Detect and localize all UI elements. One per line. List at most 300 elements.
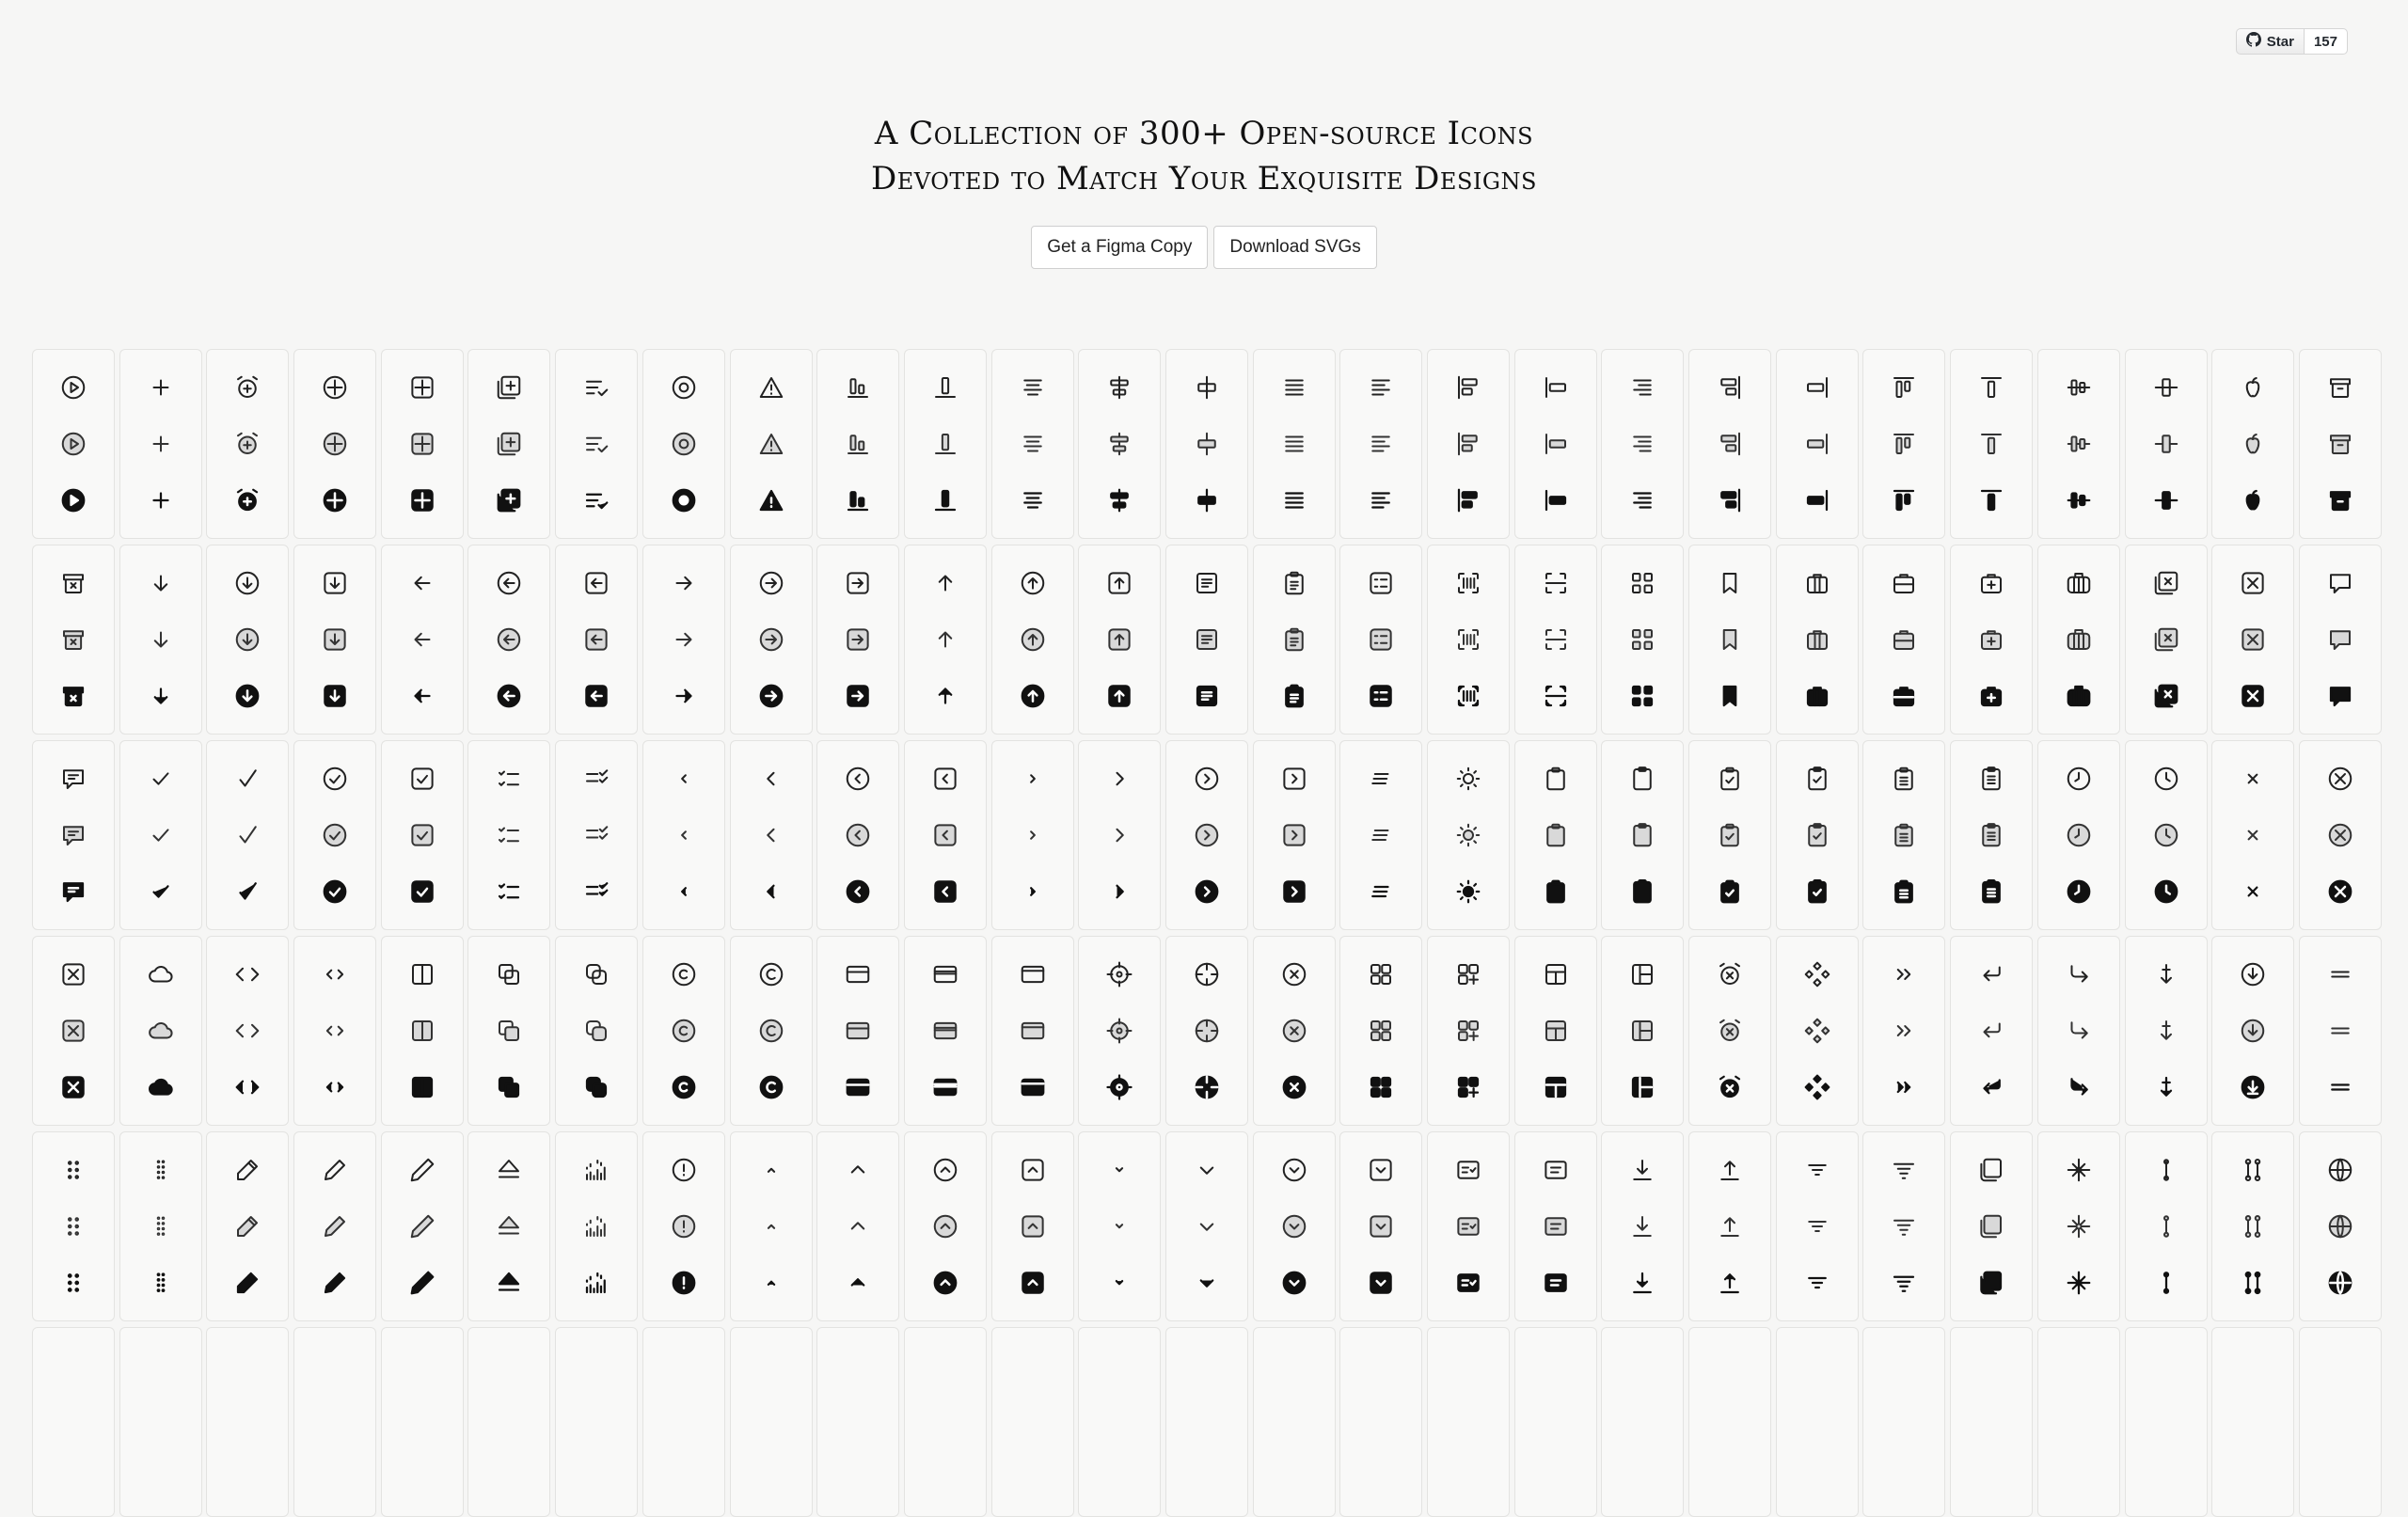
code-cell[interactable] [206,936,289,1126]
scan-qr-cell[interactable] [1601,545,1684,735]
sparkle-solid-icon[interactable] [2065,1269,2093,1297]
caret-down-square-light-icon[interactable] [1367,1212,1395,1240]
check-square-line-icon[interactable] [408,765,436,793]
briefcase-split-cell[interactable] [1776,545,1859,735]
chevron-right-light-icon[interactable] [1105,821,1133,849]
align-vertical-edge-light-icon[interactable] [2152,430,2180,458]
arrow-down-circle-line-icon[interactable] [233,569,261,597]
code-small-line-icon[interactable] [321,960,349,988]
arrow-right-square-light-icon[interactable] [844,625,872,654]
align-center-vertical-line-icon[interactable] [1105,373,1133,402]
pen-line-icon[interactable] [408,1156,436,1184]
drag-handle-solid-icon[interactable] [59,1269,87,1297]
align-right-bars-line-icon[interactable] [1716,373,1744,402]
pencil-solid-icon[interactable] [233,1269,261,1297]
add-layer-line-icon[interactable] [495,373,523,402]
chevron-right-square-solid-icon[interactable] [1280,877,1308,906]
warning-solid-icon[interactable] [757,486,785,514]
download-circle-line-icon[interactable] [2239,960,2267,988]
form-check-cell[interactable] [1427,1131,1510,1321]
text-italic-light-icon[interactable] [1367,821,1395,849]
briefcase-split-light-icon[interactable] [1803,625,1831,654]
align-justify-cell[interactable] [1253,349,1336,539]
briefcase-large-line-icon[interactable] [2065,569,2093,597]
check-cell[interactable] [119,740,202,930]
arrow-left-solid-icon[interactable] [408,682,436,710]
down-arrow-light-icon[interactable] [2152,1017,2180,1045]
playlist-check-line-icon[interactable] [582,373,610,402]
chevron-right-small-cell[interactable] [991,740,1074,930]
align-center-light-icon[interactable] [1019,430,1047,458]
align-horizontal-line-icon[interactable] [1193,373,1221,402]
close-square-cell[interactable] [2211,545,2294,735]
close-circle-cell[interactable] [2299,740,2382,930]
checklist-box-light-icon[interactable] [1367,625,1395,654]
layout-solid-icon[interactable] [1542,1073,1570,1101]
upload-cell[interactable] [1688,1131,1771,1321]
briefcase-light-icon[interactable] [1890,625,1918,654]
chevron-left-square-light-icon[interactable] [931,821,959,849]
play-circle-light-icon[interactable] [59,430,87,458]
clock-outline-light-icon[interactable] [2152,821,2180,849]
plus-solid-icon[interactable] [147,486,175,514]
align-right-bars-solid-icon[interactable] [1716,486,1744,514]
cloud-light-icon[interactable] [147,1017,175,1045]
check-tall-light-icon[interactable] [233,821,261,849]
icon-cell-next-row[interactable] [32,1327,115,1517]
icon-cell-next-row[interactable] [1253,1327,1336,1517]
forward-solid-icon[interactable] [2065,1073,2093,1101]
arrow-right-circle-line-icon[interactable] [757,569,785,597]
article-light-icon[interactable] [1193,625,1221,654]
archive-x-cell[interactable] [32,545,115,735]
plus-square-light-icon[interactable] [408,430,436,458]
caret-down-light-icon[interactable] [1193,1212,1221,1240]
drag-handle-light-line-icon[interactable] [147,1156,175,1184]
arrow-right-circle-cell[interactable] [730,545,813,735]
copyright-cell[interactable] [642,936,725,1126]
plus-circle-cell[interactable] [293,349,376,539]
arrow-right-square-line-icon[interactable] [844,569,872,597]
arrow-left-square-cell[interactable] [555,545,638,735]
copyright-light-icon[interactable] [670,1017,698,1045]
pen-solid-icon[interactable] [408,1269,436,1297]
check-square-solid-icon[interactable] [408,877,436,906]
arrow-right-cell[interactable] [642,545,725,735]
credit-card-wide-line-icon[interactable] [1019,960,1047,988]
chevron-right-solid-icon[interactable] [1105,877,1133,906]
arrow-left-square-solid-icon[interactable] [582,682,610,710]
checklist-cell[interactable] [467,740,550,930]
plus-square-line-icon[interactable] [408,373,436,402]
arrow-up-square-light-icon[interactable] [1105,625,1133,654]
clipboard-check-tall-line-icon[interactable] [1803,765,1831,793]
chat-bubble-line-icon[interactable] [2326,569,2354,597]
warning-cell[interactable] [730,349,813,539]
pencil-alt-line-icon[interactable] [321,1156,349,1184]
close-line-icon[interactable] [2239,765,2267,793]
scan-qr-solid-icon[interactable] [1628,682,1656,710]
form-text-line-icon[interactable] [1542,1156,1570,1184]
close-square-solid-icon[interactable] [2239,682,2267,710]
bookmark-solid-icon[interactable] [1716,682,1744,710]
apple-line-icon[interactable] [2239,373,2267,402]
align-right-solid-icon[interactable] [1628,486,1656,514]
clock-outline-line-icon[interactable] [2152,765,2180,793]
caret-up-line-icon[interactable] [844,1156,872,1184]
clipboard-check-line-icon[interactable] [1716,765,1744,793]
arrow-up-light-icon[interactable] [931,625,959,654]
clipboard-line-icon[interactable] [1542,765,1570,793]
crosshair-circle-light-icon[interactable] [1193,1017,1221,1045]
check-circle-light-icon[interactable] [321,821,349,849]
icon-cell-next-row[interactable] [642,1327,725,1517]
crosshair-line-icon[interactable] [1105,960,1133,988]
icon-cell-next-row[interactable] [1950,1327,2033,1517]
close-layer-solid-icon[interactable] [2152,682,2180,710]
align-left-bars-light-icon[interactable] [1454,430,1482,458]
icon-cell-next-row[interactable] [730,1327,813,1517]
credit-card-wide-solid-icon[interactable] [1019,1073,1047,1101]
warning-light-icon[interactable] [757,430,785,458]
align-right-edge-line-icon[interactable] [1803,373,1831,402]
pencil-alt-cell[interactable] [293,1131,376,1321]
credit-card-wide-light-icon[interactable] [1019,1017,1047,1045]
enter-solid-icon[interactable] [1977,1073,2005,1101]
layers-light-icon[interactable] [1977,1212,2005,1240]
clock-line-icon[interactable] [2065,765,2093,793]
align-left-bars-cell[interactable] [1427,349,1510,539]
code-small-light-icon[interactable] [321,1017,349,1045]
arrow-right-circle-light-icon[interactable] [757,625,785,654]
scan-barcode-light-icon[interactable] [1454,625,1482,654]
enter-cell[interactable] [1950,936,2033,1126]
caret-up-circle-solid-icon[interactable] [931,1269,959,1297]
chevron-left-small-solid-icon[interactable] [670,877,698,906]
copyright-large-cell[interactable] [730,936,813,1126]
layout-line-icon[interactable] [1542,960,1570,988]
plus-light-icon[interactable] [147,430,175,458]
dashboard-solid-icon[interactable] [1367,1073,1395,1101]
briefcase-cell[interactable] [1862,545,1945,735]
down-arrow-solid-icon[interactable] [2152,1073,2180,1101]
code-small-solid-icon[interactable] [321,1073,349,1101]
copyright-large-line-icon[interactable] [757,960,785,988]
cross-circle-line-icon[interactable] [1280,960,1308,988]
briefcase-large-cell[interactable] [2037,545,2120,735]
align-left-edge-cell[interactable] [1514,349,1597,539]
credit-card-stripe-line-icon[interactable] [931,960,959,988]
chevron-right-circle-solid-icon[interactable] [1193,877,1221,906]
pencil-light-icon[interactable] [233,1212,261,1240]
playlist-check-cell[interactable] [555,349,638,539]
crosshair-cell[interactable] [1078,936,1161,1126]
credit-card-stripe-solid-icon[interactable] [931,1073,959,1101]
clipboard-check-solid-icon[interactable] [1716,877,1744,906]
globe-light-icon[interactable] [2326,1212,2354,1240]
icon-cell-next-row[interactable] [119,1327,202,1517]
align-horizontal-light-icon[interactable] [1193,430,1221,458]
align-center-vertical-cell[interactable] [1078,349,1161,539]
alarm-off-light-icon[interactable] [1716,1017,1744,1045]
arrow-left-circle-line-icon[interactable] [495,569,523,597]
arrow-right-square-solid-icon[interactable] [844,682,872,710]
align-right-edge-light-icon[interactable] [1803,430,1831,458]
apple-solid-icon[interactable] [2239,486,2267,514]
scan-barcode-cell[interactable] [1427,545,1510,735]
chevron-left-square-line-icon[interactable] [931,765,959,793]
sparkle-line-icon[interactable] [2065,1156,2093,1184]
diamond-dots-light-icon[interactable] [1803,1017,1831,1045]
clock-outline-cell[interactable] [2125,740,2208,930]
bookmark-light-icon[interactable] [1716,625,1744,654]
clipboard-text-light-icon[interactable] [1280,625,1308,654]
double-chevron-right-cell[interactable] [1862,936,1945,1126]
clipboard-tall-solid-icon[interactable] [1628,877,1656,906]
sparkle-light-icon[interactable] [2065,1212,2093,1240]
arrow-down-circle-light-icon[interactable] [233,625,261,654]
upload-line-icon[interactable] [1716,1156,1744,1184]
exclamation-circle-solid-icon[interactable] [670,1269,698,1297]
clipboard-check-cell[interactable] [1688,740,1771,930]
chat-text-solid-icon[interactable] [59,877,87,906]
playlist-check-light-icon[interactable] [582,430,610,458]
icon-cell-next-row[interactable] [1078,1327,1161,1517]
plus-line-icon[interactable] [147,373,175,402]
close-layer-cell[interactable] [2125,545,2208,735]
align-top-edge-cell[interactable] [1950,349,2033,539]
arrow-down-cell[interactable] [119,545,202,735]
filter-solid-icon[interactable] [1803,1269,1831,1297]
align-vertical-center-light-icon[interactable] [2065,430,2093,458]
close-circle-solid-icon[interactable] [2326,877,2354,906]
drag-handle-cell[interactable] [32,1131,115,1321]
globe-cell[interactable] [2299,1131,2382,1321]
close-light-icon[interactable] [2239,821,2267,849]
alarm-plus-cell[interactable] [206,349,289,539]
bar-chart-light-icon[interactable] [844,430,872,458]
eject-cell[interactable] [467,1131,550,1321]
pen-light-icon[interactable] [408,1212,436,1240]
columns-solid-icon[interactable] [408,1073,436,1101]
copy-cell[interactable] [467,936,550,1126]
archive-cell[interactable] [2299,349,2382,539]
align-vertical-edge-solid-icon[interactable] [2152,486,2180,514]
bar-chart-line-icon[interactable] [844,373,872,402]
dashboard-plus-solid-icon[interactable] [1454,1073,1482,1101]
pin-solid-icon[interactable] [2152,1269,2180,1297]
arrow-down-square-solid-icon[interactable] [321,682,349,710]
eject-line-icon[interactable] [495,1156,523,1184]
equalizer-line-icon[interactable] [582,1156,610,1184]
icon-cell-next-row[interactable] [1339,1327,1422,1517]
medical-kit-light-icon[interactable] [1977,625,2005,654]
arrow-up-solid-icon[interactable] [931,682,959,710]
apple-light-icon[interactable] [2239,430,2267,458]
drag-handle-light-cell[interactable] [119,1131,202,1321]
icon-cell-next-row[interactable] [2211,1327,2294,1517]
cross-circle-light-icon[interactable] [1280,1017,1308,1045]
arrow-right-square-cell[interactable] [816,545,899,735]
close-cell[interactable] [2211,740,2294,930]
icon-cell-next-row[interactable] [293,1327,376,1517]
align-vertical-edge-cell[interactable] [2125,349,2208,539]
form-text-solid-icon[interactable] [1542,1269,1570,1297]
add-layer-light-icon[interactable] [495,430,523,458]
plus-circle-solid-icon[interactable] [321,486,349,514]
drag-handle-light-solid-icon[interactable] [147,1269,175,1297]
play-circle-line-icon[interactable] [59,373,87,402]
briefcase-large-light-icon[interactable] [2065,625,2093,654]
scan-cell[interactable] [1514,545,1597,735]
clipboard-tall-light-icon[interactable] [1628,821,1656,849]
code-small-cell[interactable] [293,936,376,1126]
caret-up-circle-light-icon[interactable] [931,1212,959,1240]
filter-wide-cell[interactable] [1862,1131,1945,1321]
align-left-edge-solid-icon[interactable] [1542,486,1570,514]
checklist-solid-icon[interactable] [495,877,523,906]
archive-x-line-icon[interactable] [59,569,87,597]
arrow-up-line-icon[interactable] [931,569,959,597]
chat-bubble-cell[interactable] [2299,545,2382,735]
diamond-dots-line-icon[interactable] [1803,960,1831,988]
pencil-line-icon[interactable] [233,1156,261,1184]
layout-columns-line-icon[interactable] [1628,960,1656,988]
arrow-left-square-light-icon[interactable] [582,625,610,654]
caret-down-solid-icon[interactable] [1193,1269,1221,1297]
arrow-right-light-icon[interactable] [670,625,698,654]
git-pull-light-icon[interactable] [2239,1212,2267,1240]
filter-light-icon[interactable] [1803,1212,1831,1240]
check-light-icon[interactable] [147,821,175,849]
icon-cell-next-row[interactable] [1688,1327,1771,1517]
form-check-light-icon[interactable] [1454,1212,1482,1240]
list-check-light-icon[interactable] [582,821,610,849]
close-circle-light-icon[interactable] [2326,821,2354,849]
check-tall-cell[interactable] [206,740,289,930]
clipboard-check-light-icon[interactable] [1716,821,1744,849]
chevron-left-circle-solid-icon[interactable] [844,877,872,906]
target-light-icon[interactable] [670,430,698,458]
double-chevron-right-light-icon[interactable] [1890,1017,1918,1045]
scan-solid-icon[interactable] [1542,682,1570,710]
copyright-solid-icon[interactable] [670,1073,698,1101]
sparkle-cell[interactable] [2037,1131,2120,1321]
align-left-edge-light-icon[interactable] [1542,430,1570,458]
check-circle-solid-icon[interactable] [321,877,349,906]
scan-qr-light-icon[interactable] [1628,625,1656,654]
equals-solid-icon[interactable] [2326,1073,2354,1101]
bar-chart-cell[interactable] [816,349,899,539]
align-center-vertical-light-icon[interactable] [1105,430,1133,458]
chat-bubble-light-icon[interactable] [2326,625,2354,654]
clipboard-list-tall-light-icon[interactable] [1977,821,2005,849]
arrow-right-solid-icon[interactable] [670,682,698,710]
filter-line-icon[interactable] [1803,1156,1831,1184]
caret-up-circle-cell[interactable] [904,1131,987,1321]
clipboard-text-cell[interactable] [1253,545,1336,735]
clipboard-cell[interactable] [1514,740,1597,930]
icon-cell-next-row[interactable] [206,1327,289,1517]
target-solid-icon[interactable] [670,486,698,514]
align-bottom-line-icon[interactable] [931,373,959,402]
briefcase-split-solid-icon[interactable] [1803,682,1831,710]
double-chevron-right-line-icon[interactable] [1890,960,1918,988]
icon-cell-next-row[interactable] [1165,1327,1248,1517]
align-justify-line-icon[interactable] [1280,373,1308,402]
text-italic-solid-icon[interactable] [1367,877,1395,906]
exclamation-circle-cell[interactable] [642,1131,725,1321]
align-right-edge-solid-icon[interactable] [1803,486,1831,514]
close-square-outline-cell[interactable] [32,936,115,1126]
caret-up-square-light-icon[interactable] [1019,1212,1047,1240]
pencil-alt-solid-icon[interactable] [321,1269,349,1297]
archive-x-solid-icon[interactable] [59,682,87,710]
icon-cell-next-row[interactable] [904,1327,987,1517]
align-vertical-edge-line-icon[interactable] [2152,373,2180,402]
form-check-solid-icon[interactable] [1454,1269,1482,1297]
download-cell[interactable] [1601,1131,1684,1321]
chat-text-cell[interactable] [32,740,115,930]
drag-handle-light-light-icon[interactable] [147,1212,175,1240]
archive-x-light-icon[interactable] [59,625,87,654]
plus-circle-line-icon[interactable] [321,373,349,402]
align-top-light-icon[interactable] [1890,430,1918,458]
arrow-up-circle-line-icon[interactable] [1019,569,1047,597]
target-line-icon[interactable] [670,373,698,402]
credit-card-line-icon[interactable] [844,960,872,988]
sun-solid-icon[interactable] [1454,877,1482,906]
dashboard-cell[interactable] [1339,936,1422,1126]
clipboard-list-solid-icon[interactable] [1890,877,1918,906]
caret-up-small-light-icon[interactable] [757,1212,785,1240]
article-cell[interactable] [1165,545,1248,735]
align-right-edge-cell[interactable] [1776,349,1859,539]
align-left-light-icon[interactable] [1367,430,1395,458]
pencil-alt-light-icon[interactable] [321,1212,349,1240]
arrow-down-circle-solid-icon[interactable] [233,682,261,710]
align-horizontal-solid-icon[interactable] [1193,486,1221,514]
equalizer-cell[interactable] [555,1131,638,1321]
credit-card-wide-cell[interactable] [991,936,1074,1126]
forward-line-icon[interactable] [2065,960,2093,988]
clipboard-list-tall-solid-icon[interactable] [1977,877,2005,906]
bookmark-cell[interactable] [1688,545,1771,735]
cloud-line-icon[interactable] [147,960,175,988]
enter-line-icon[interactable] [1977,960,2005,988]
caret-up-light-icon[interactable] [844,1212,872,1240]
align-center-cell[interactable] [991,349,1074,539]
plus-square-cell[interactable] [381,349,464,539]
chat-text-light-icon[interactable] [59,821,87,849]
clipboard-list-cell[interactable] [1862,740,1945,930]
chevron-right-small-solid-icon[interactable] [1019,877,1047,906]
crosshair-circle-solid-icon[interactable] [1193,1073,1221,1101]
caret-down-small-light-icon[interactable] [1105,1212,1133,1240]
icon-cell-next-row[interactable] [467,1327,550,1517]
equals-light-icon[interactable] [2326,1017,2354,1045]
arrow-down-circle-cell[interactable] [206,545,289,735]
caret-down-square-solid-icon[interactable] [1367,1269,1395,1297]
medical-kit-solid-icon[interactable] [1977,682,2005,710]
alarm-plus-light-icon[interactable] [233,430,261,458]
caret-down-square-cell[interactable] [1339,1131,1422,1321]
clock-outline-solid-icon[interactable] [2152,877,2180,906]
download-circle-light-icon[interactable] [2239,1017,2267,1045]
equals-line-icon[interactable] [2326,960,2354,988]
layers-cell[interactable] [1950,1131,2033,1321]
warning-line-icon[interactable] [757,373,785,402]
